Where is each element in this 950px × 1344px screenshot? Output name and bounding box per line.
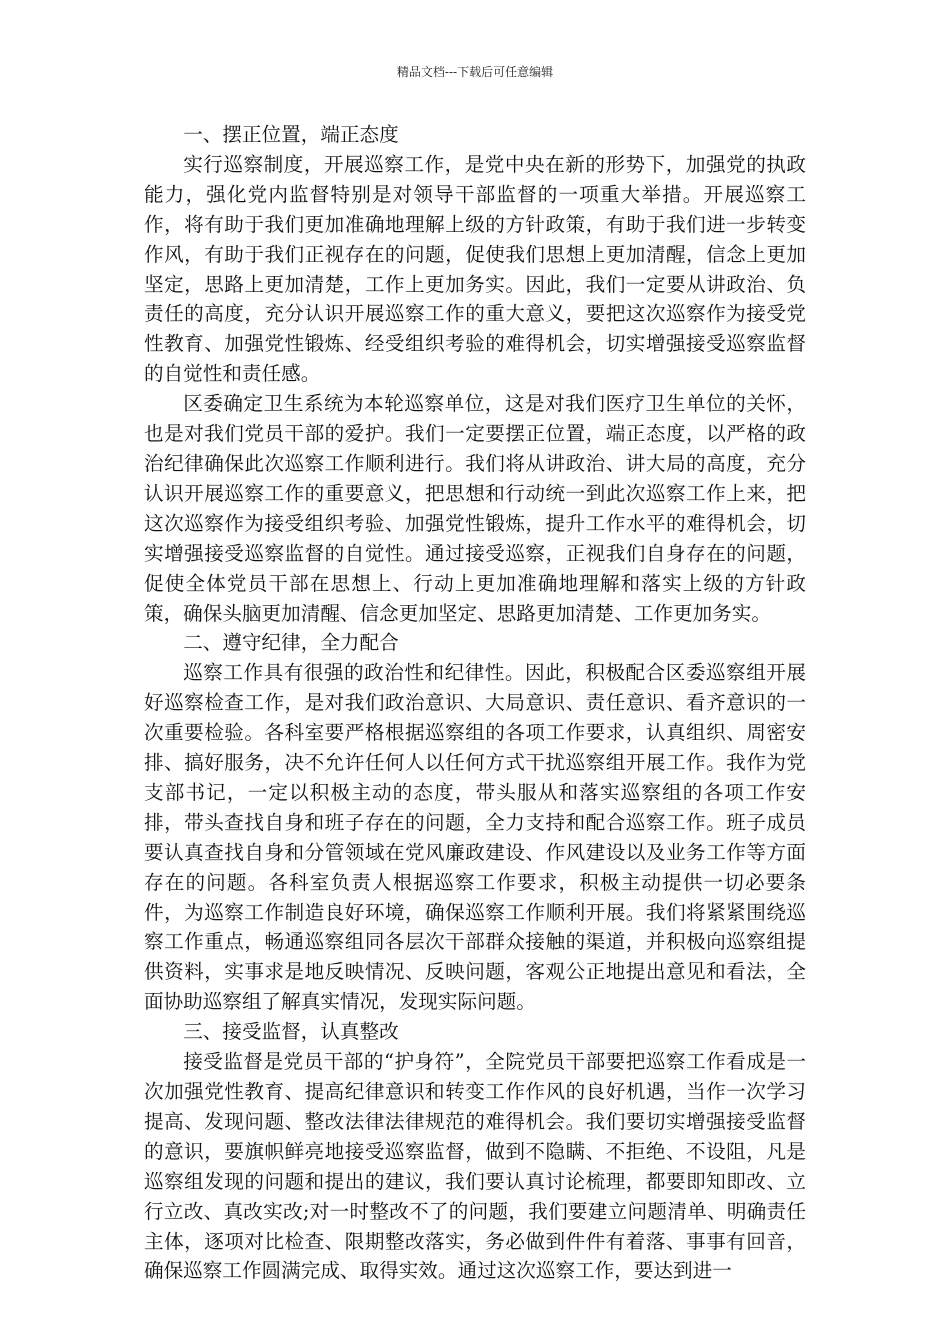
document-body bbox=[144, 120, 806, 1286]
page-header: 精品文档---下载后可任意编辑 bbox=[396, 65, 554, 79]
section-heading-3: 三、接受监督，认真整改 bbox=[183, 1020, 399, 1044]
paragraph: 区委确定卫生系统为本轮巡察单位，这是对我们医疗卫生单位的关怀，也是对我们党员干部的爱护。我们一定要摆正位置，端正态度，以严格的政治纪律确保此次巡察工作顺利进行。我们将从讲政治、讲大局的高度，充分认识开展巡察工作的重要意义，把思想和行动统一到此次巡察工作上来，把这次巡察作为接受组织考验、加强党性锻炼，提升工作水平的难得机会，切实增强接受巡察监督的自觉性。通过接受巡察，正视我们自身存在的问题，促使全体党员干部在思想上、行动上更加准确地理解和落实上级的方针政策，确保头脑更加清醒、信念更加坚定、思路更加清楚、工作更加务实。 bbox=[144, 392, 806, 625]
paragraph: 接受监督是党员干部的“护身符”，全院党员干部要把巡察工作看成是一次加强党性教育、提高纪律意识和转变工作作风的良好机遇，当作一次学习提高、发现问题、整改法律法律规范的难得机会。我们要切实增强接受监督的意识，要旗帜鲜亮地接受巡察监督，做到不隐瞒、不拒绝、不设阻，凡是巡察组发现的问题和提出的建议，我们要认真讨论梳理，都要即知即改、立行立改、真改实改;对一时整改不了的问题，我们要建立问题清单、明确责任主体，逐项对比检查、限期整改落实，务必做到件件有着落、事事有回音，确保巡察工作圆满完成、取得实效。通过这次巡察工作，要达到进一 bbox=[144, 1050, 806, 1283]
paragraph: 实行巡察制度，开展巡察工作，是党中央在新的形势下，加强党的执政能力，强化党内监督特别是对领导干部监督的一项重大举措。开展巡察工作，将有助于我们更加准确地理解上级的方针政策，有助于我们进一步转变作风，有助于我们正视存在的问题，促使我们思想上更加清醒，信念上更加坚定，思路上更加清楚，工作上更加务实。因此，我们一定要从讲政治、负责任的高度，充分认识开展巡察工作的重大意义，要把这次巡察作为接受党性教育、加强党性锻炼、经受组织考验的难得机会，切实增强接受巡察监督的自觉性和责任感。 bbox=[144, 152, 806, 386]
section-heading-1: 一、摆正位置，端正态度 bbox=[183, 123, 399, 146]
section-heading-2: 二、遵守纪律，全力配合 bbox=[183, 631, 399, 655]
paragraph: 巡察工作具有很强的政治性和纪律性。因此，积极配合区委巡察组开展好巡察检查工作，是对我们政治意识、大局意识、责任意识、看齐意识的一次重要检验。各科室要严格根据巡察组的各项工作要求，认真组织、周密安排、搞好服务，决不允许任何人以任何方式干扰巡察组开展工作。我作为党支部书记，一定以积极主动的态度，带头服从和落实巡察组的各项工作安排，带头查找自身和班子存在的问题，全力支持和配合巡察工作。班子成员要认真查找自身和分管领域在党风廉政建设、作风建设以及业务工作等方面存在的问题。各科室负责人根据巡察工作要求，积极主动提供一切必要条件，为巡察工作制造良好环境，确保巡察工作顺利开展。我们将紧紧围绕巡察工作重点，畅通巡察组同各层次干部群众接触的渠道，并积极向巡察组提供资料，实事求是地反映情况、反映问题，客观公正地提出意见和看法，全面协助巡察组了解真实情况，发现实际问题。 bbox=[144, 661, 806, 1014]
